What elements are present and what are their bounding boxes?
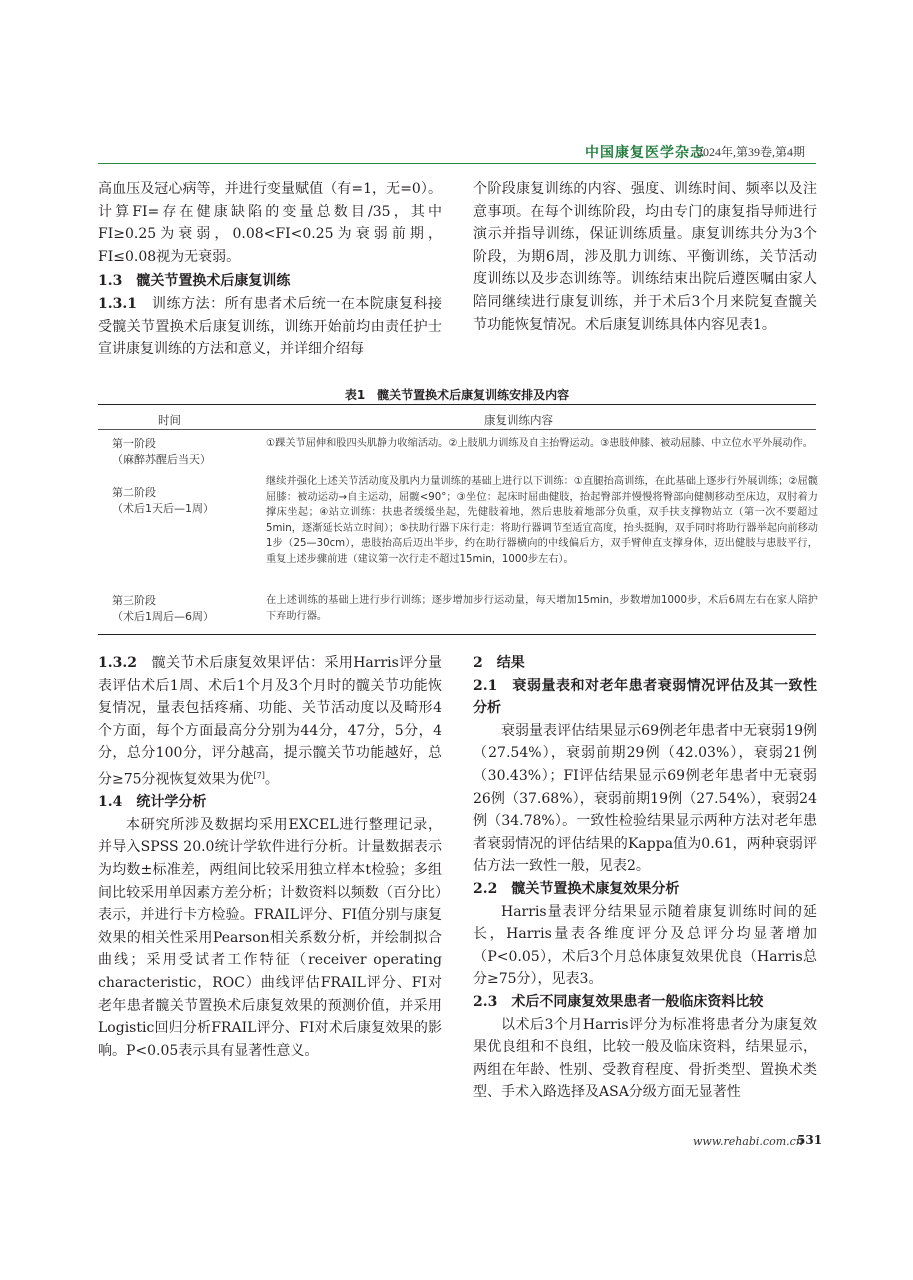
section-heading-2: 2 结果 bbox=[473, 655, 525, 671]
issue-info: 2024年,第39卷,第4期 bbox=[697, 145, 806, 159]
table-header-content: 康复训练内容 bbox=[484, 413, 553, 427]
section-number-1-3-2: 1.3.2 bbox=[98, 655, 137, 671]
table-row-3-content: 在上述训练的基础上进行步行训练；逐步增加步行运动量，每天增加15min，步数增加1000步，术后6周左右在家人陪护下弃助行器。 bbox=[266, 595, 818, 622]
paragraph-2-2: Harris量表评分结果显示随着康复训练时间的延长，Harris量表各维度评分及总评分均显著增加（P<0.05），术后3个月总体康复效果优良（Harris总分≥75分），见表3。 bbox=[473, 903, 817, 988]
footer-url: www.rehabi.com.cn bbox=[693, 1135, 803, 1148]
journal-name: 中国康复医学杂志 bbox=[585, 145, 705, 161]
paragraph-1-3-2 bbox=[98, 652, 442, 791]
table-row-1-content: ①踝关节屈伸和股四头肌静力收缩活动。②上肢肌力训练及自主抬臀运动。③患肢伸膝、被动屈膝、中立位水平外展动作。 bbox=[266, 438, 813, 449]
stage-label: 第一阶段 bbox=[112, 437, 156, 450]
section-heading-2-3: 2.3 术后不同康复效果患者一般临床资料比较 bbox=[473, 993, 764, 1010]
paragraph-statistics: 本研究所涉及数据均采用EXCEL进行整理记录，并导入SPSS 20.0统计学软件进行分析。计量数据表示为均数±标准差，两组间比较采用独立样本t检验；多组间比较采用单因素方差分析；计数资料以频数（百分比）表示，并进行卡方检验。FRAIL评分、FI值分别与康复效果的相关性采用Pearson相关系数分析，并绘制拟合曲线；采用受试者工作特征（receiver operating characteristic，ROC）曲线评估FRAIL评分、FI对老年患者髋关节置换术后康复效果的预测价值，并采用Logistic回归分析FRAIL评分、FI对术后康复效果的影响。P<0.05表示具有显著性意义。 bbox=[98, 816, 442, 1059]
section-heading-2-1: 2.1 衰弱量表和对老年患者衰弱情况评估及其一致性分析 bbox=[473, 677, 817, 717]
paragraph-1-3-1-text: 训练方法：所有患者术后统一在本院康复科接受髋关节置换术后康复训练，训练开始前均由责任护士宣讲康复训练的方法和意义，并详细介绍每 bbox=[98, 295, 442, 358]
right-column-bottom bbox=[473, 652, 817, 1104]
paragraph-2-3: 以术后3个月Harris评分为标准将患者分为康复效果优良组和不良组，比较一般及临床资料，结果显示，两组在年龄、性别、受教育程度、骨折类型、置换术类型、手术入路选择及ASA分级方面无显著性 bbox=[473, 1016, 817, 1101]
stage-label: 第二阶段 bbox=[112, 486, 156, 499]
paragraph-1-3-1 bbox=[98, 293, 442, 361]
table-row-3-time bbox=[112, 593, 252, 624]
section-heading-2-2: 2.2 髋关节置换术康复效果分析 bbox=[473, 880, 680, 897]
table-header-time: 时间 bbox=[158, 413, 181, 427]
page-number: 531 bbox=[797, 1133, 823, 1147]
paragraph-1-3-2-end: 。 bbox=[264, 771, 279, 788]
table-row-2-time bbox=[112, 485, 252, 516]
stage-period: （麻醉苏醒后当天） bbox=[112, 452, 211, 466]
stage-period: （术后1周后—6周） bbox=[112, 609, 214, 623]
table-header-rule bbox=[98, 429, 816, 430]
table-row-1-time bbox=[112, 436, 252, 467]
left-column-bottom bbox=[98, 652, 442, 1062]
section-number-1-3-1: 1.3.1 bbox=[98, 295, 137, 312]
table-title: 表1 髋关节置换术后康复训练安排及内容 bbox=[344, 388, 570, 402]
paragraph-fi: 高血压及冠心病等，并进行变量赋值（有=1，无=0）。计算FI=存在健康缺陷的变量总数目/35，其中FI≥0.25为衰弱，0.08<FI<0.25为衰弱前期，FI≤0.08视为无衰弱。 bbox=[98, 181, 442, 265]
header-rule bbox=[98, 163, 816, 164]
section-heading-1-3: 1.3 髋关节置换术后康复训练 bbox=[98, 273, 291, 290]
paragraph-2-1: 衰弱量表评估结果显示69例老年患者中无衰弱19例（27.54%），衰弱前期29例（42.03%），衰弱21例（30.43%）；FI评估结果显示69例老年患者中无衰弱26例（37.68%），衰弱前期19例（27.54%），衰弱24例（34.78%）。一致性检验结果显示两种方法对老年患者衰弱情况的评估结果的Kappa值为0.61，两种衰弱评估方法一致性一般，见表2。 bbox=[473, 722, 817, 875]
stage-label: 第三阶段 bbox=[112, 594, 156, 607]
table-top-rule bbox=[98, 404, 816, 405]
citation-ref: [7] bbox=[253, 770, 265, 780]
table-row-2-content: 继续并强化上述关节活动度及肌内力量训练的基础上进行以下训练：①直腿抬高训练，在此基础上逐步行外展训练；②屈髋屈膝：被动运动→自主运动，屈髋<90°；③坐位：起床时屈曲健肢，抬起臀部并慢慢将臀部向健侧移动至床边，双肘着力撑床坐起；④站立训练：扶患者缓缓坐起，先健肢着地，然后患肢着地部分负重，双手扶支撑物站立（第一次不要超过5min，逐渐延长站立时间）；⑤扶助行器下床行走：将助行器调节至适宜高度，抬头挺胸，双手同时将助行器举起向前移动1步（25—30cm），患肢抬高后迈出半步，约在助行器横向的中线偏后方，双手臂伸直支撑身体，迈出健肢与患肢平行，重复上述步骤前进（建议第一次行走不超过15min，1000步左右）。 bbox=[266, 476, 818, 565]
section-heading-1-4: 1.4 统计学分析 bbox=[98, 794, 207, 811]
table-bottom-rule bbox=[98, 634, 816, 635]
paragraph-training-detail: 个阶段康复训练的内容、强度、训练时间、频率以及注意事项。在每个训练阶段，均由专门的康复指导师进行演示并指导训练，保证训练质量。康复训练共分为3个阶段，为期6周，涉及肌力训练、平衡训练，关节活动度训练以及步态训练等。训练结束出院后遵医嘱由家人陪同继续进行康复训练，并于术后3个月来院复查髋关节功能恢复情况。术后康复训练具体内容见表1。 bbox=[473, 181, 817, 333]
left-column-top bbox=[98, 178, 442, 361]
paragraph-1-3-2-text: 髋关节术后康复效果评估：采用Harris评分量表评估术后1周、术后1个月及3个月时的髋关节功能恢复情况，量表包括疼痛、功能、关节活动度以及畸形4个方面，每个方面最高分分别为44分，47分，5分，4分，总分100分，评分越高，提示髋关节功能越好，总分≥75分视恢复效果为优 bbox=[98, 655, 442, 788]
stage-period: （术后1天后—1周） bbox=[112, 501, 214, 515]
right-column-top bbox=[473, 178, 817, 336]
